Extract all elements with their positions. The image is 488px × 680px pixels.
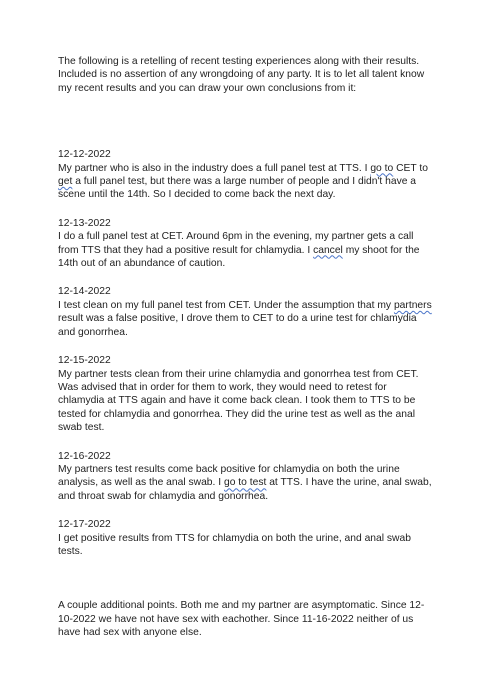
entry-text: [58, 299, 434, 339]
entry-2022-12-17: [58, 518, 434, 558]
entry-2022-12-12: [58, 148, 434, 202]
entry-text-segment: at TTS. I have the urine, anal swab, and throat swab for chlamydia and gonorrhea.: [58, 477, 432, 502]
entry-text-segment: I test clean on my full panel test from CET. Under the assumption that my: [58, 299, 394, 311]
entry-2022-12-13: [58, 217, 434, 271]
entry-date: 12-14-2022: [58, 286, 111, 298]
spellcheck-underlined-text: go to: [370, 162, 394, 174]
entry-text-segment: I do a full panel test at CET. Around 6pm in the evening, my partner gets a call from TTS that they had a positive result for chlamydia. I: [58, 231, 414, 256]
entry-date: 12-15-2022: [58, 355, 111, 367]
entry-text-segment: My partners test results come back positive for chlamydia on both the urine analysis, as well as the anal swab. I: [58, 463, 400, 489]
entry-text-segment: My partner who is also in the industry does a full panel test at TTS.: [58, 162, 365, 174]
spellcheck-underlined-text: cancel: [313, 244, 343, 256]
entry-2022-12-16: [58, 450, 434, 504]
entry-date: 12-12-2022: [58, 149, 111, 161]
closing-paragraph: A couple additional points. Both me and my partner are asymptomatic. Since 12-10-2022 we have not have sex with eachother. Since 11-16-2022 neither of us have had sex with anyone else.: [58, 600, 425, 639]
entry-text: I get positive results from TTS for chlamydia on both the urine, and anal swab tests.: [58, 532, 411, 557]
entry-text-prefix: I: [364, 162, 371, 174]
document-body: [58, 55, 434, 650]
entry-2022-12-15: [58, 354, 434, 434]
entry-text: [58, 230, 434, 270]
spellcheck-underlined-text: get: [58, 176, 73, 188]
entry-2022-12-14: [58, 285, 434, 339]
entry-text: [58, 162, 434, 202]
spellcheck-underlined-text: partners: [393, 299, 432, 311]
entry-text-segment: CET to: [393, 162, 428, 174]
entries-list: [58, 148, 434, 558]
intro-paragraph: The following is a retelling of recent testing experiences along with their results. Included is no assertion of any wrongdoing of any party. It is to let all talent know my recent results and you can draw your own conclusions from it:: [58, 56, 425, 94]
entry-text-segment: a full panel test, but there was a large number of people and I didn't have a scene until the 14th. So I decided to come back the next day.: [58, 176, 417, 201]
entry-text: [58, 463, 434, 503]
entry-text-segment: result was a false positive, I drove them to CET to do a urine test for chlamydia and gonorrhea.: [58, 313, 417, 338]
spellcheck-underlined-text: go to test: [223, 477, 267, 489]
entry-text: My partner tests clean from their urine chlamydia and gonorrhea test from CET. Was advised that in order for them to work, they would need to retest for chlamydia at TTS again and have it come back clean. I took them to TTS to be tested for chlamydia and gonorrhea. They did the urine test as well as the anal swab test.: [58, 368, 419, 434]
entry-date: 12-13-2022: [58, 217, 111, 229]
entry-date: 12-16-2022: [58, 450, 111, 462]
entry-date: 12-17-2022: [58, 519, 111, 531]
entry-text-segment: my shoot for the 14th out of an abundance of caution.: [58, 244, 420, 270]
